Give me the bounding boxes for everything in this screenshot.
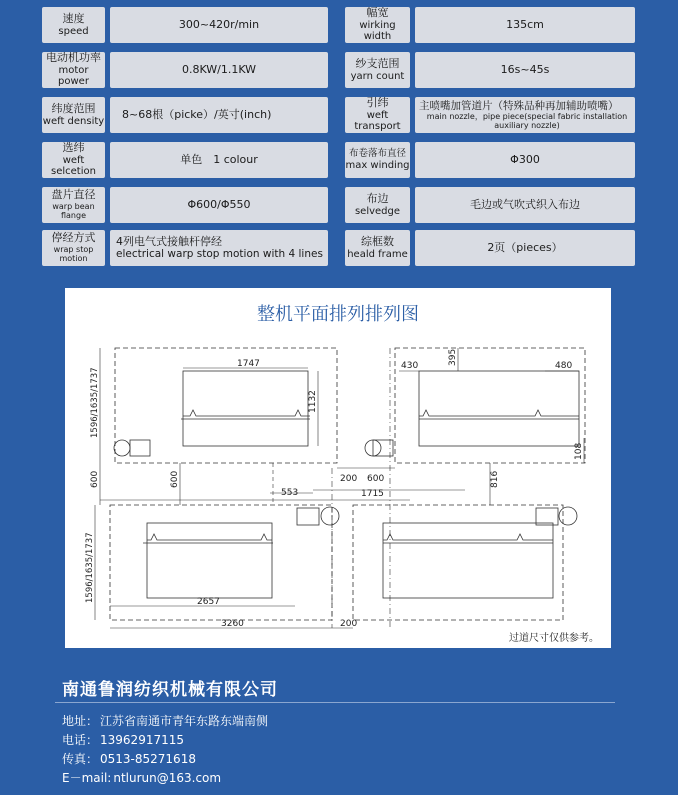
spec-label (345, 230, 410, 266)
phone-label: 电话： (62, 733, 99, 747)
dim-label: 600 (90, 470, 100, 488)
spec-value-text: 2页（pieces） (487, 240, 563, 254)
spec-label (345, 7, 410, 43)
dim-label: 200 (340, 619, 358, 629)
spec-label-en: warp bean flange (52, 202, 95, 221)
spec-label-en: weft selcetion (51, 154, 96, 178)
spec-value-text: 单色 1 colour (180, 152, 258, 166)
machine-frame (147, 523, 272, 598)
reed-profile (383, 534, 553, 540)
spec-label-en: selvedge (354, 205, 401, 217)
spec-label-cn: 盘片直径 (51, 188, 96, 202)
dim-label: 600 (170, 470, 180, 488)
reed-profile (183, 410, 310, 416)
spec-value-text: Φ300 (510, 152, 540, 166)
spec-label (345, 187, 410, 223)
footer-divider (55, 702, 615, 703)
spec-label-cn: 布边 (366, 191, 389, 205)
layout-diagram (65, 288, 611, 648)
spec-label (345, 52, 410, 88)
contact-email (62, 769, 223, 786)
machine-frame (383, 523, 553, 598)
machine-frame (419, 371, 579, 446)
spec-label-cn: 幅宽 (366, 7, 389, 20)
dim-label: 553 (281, 488, 299, 498)
dim-label: 395 (448, 348, 458, 366)
spec-label-cn: 选纬 (62, 142, 85, 155)
spec-label (42, 230, 105, 266)
spec-value-text: 8~68根（picke）/英寸(inch) (122, 107, 272, 121)
dim-label: 430 (401, 361, 419, 371)
spec-value (415, 187, 635, 223)
motor-circle (321, 507, 339, 525)
spec-label (42, 52, 105, 88)
spec-label-en: wrap stop motion (53, 245, 94, 264)
spec-label-en: weft density (42, 115, 105, 127)
spec-value (415, 97, 635, 133)
contact-address (62, 712, 270, 729)
spec-label-cn: 纱支范围 (355, 56, 400, 70)
dim-label: 600 (367, 474, 385, 484)
spec-value (415, 230, 635, 266)
address-label: 地址： (62, 714, 99, 728)
dim-label: 1596/1635/1737 (90, 367, 100, 438)
dim-label: 2657 (197, 597, 220, 607)
spec-value (110, 7, 328, 43)
spec-value-text: 4列电气式接触杆停经 (116, 234, 222, 248)
spec-value (415, 52, 635, 88)
machine-outline (353, 505, 563, 620)
spec-value-text: 16s~45s (500, 62, 550, 76)
contact-phone (62, 731, 186, 748)
motor-circle (114, 440, 130, 456)
spec-value-note: main nozzle，pipe piece(special fabric installation auxiliary nozzle) (426, 111, 628, 131)
spec-label (42, 187, 105, 223)
spec-value-text: 135cm (506, 17, 544, 31)
dim-label: 3260 (221, 619, 244, 629)
diagram-note: 过道尺寸仅供参考。 (509, 633, 599, 644)
spec-value (110, 142, 328, 178)
machine-frame (183, 371, 308, 446)
spec-value-note: electrical warp stop motion with 4 lines (116, 248, 323, 261)
fax-value: 0513-85271618 (100, 752, 196, 766)
spec-label-en: max winding (345, 159, 410, 171)
phone-value: 13962917115 (100, 733, 184, 747)
spec-label (345, 142, 410, 178)
spec-value-text: 主喷嘴加管道片（特殊品种再加辅助喷嘴） (419, 99, 619, 112)
spec-label-en: motor power (58, 64, 89, 88)
spec-value-text: Φ600/Φ550 (187, 197, 251, 211)
company-name: 南通鲁润纺织机械有限公司 (62, 680, 278, 700)
motor-box (536, 508, 558, 525)
dim-label: 1747 (237, 359, 260, 369)
spec-label-cn: 纬度范围 (51, 101, 96, 115)
dim-label: 480 (555, 361, 573, 371)
spec-label-en: weft transport (354, 109, 401, 133)
spec-label-cn: 速度 (62, 11, 85, 25)
spec-value-text: 300~420r/min (178, 17, 260, 31)
spec-value (415, 142, 635, 178)
address-value: 江苏省南通市青年东路东端南侧 (100, 714, 269, 728)
machine-outline (110, 505, 332, 620)
contact-fax (62, 750, 198, 767)
spec-value (415, 7, 635, 43)
spec-value-text: 0.8KW/1.1KW (181, 62, 257, 76)
spec-value (110, 52, 328, 88)
email-label: E－mail: (62, 771, 112, 785)
reed-profile (147, 534, 272, 540)
spec-label-en: wirking width (359, 19, 396, 43)
spec-label-cn: 布卷落布直径 (348, 147, 406, 159)
fax-label: 传真： (62, 752, 99, 766)
dim-label: 816 (490, 470, 500, 488)
motor-box (297, 508, 319, 525)
spec-value (110, 230, 328, 266)
spec-label (42, 97, 105, 133)
reed-profile (419, 410, 579, 416)
spec-table (0, 0, 678, 270)
dim-label: 108 (574, 442, 584, 460)
spec-label-cn: 停经方式 (51, 231, 96, 245)
spec-label-en: heald frame (347, 248, 408, 260)
spec-label-cn: 引纬 (366, 97, 389, 110)
spec-label (42, 7, 105, 43)
spec-label (345, 97, 410, 133)
email-value: ntlurun@163.com (113, 771, 222, 785)
dim-label: 1715 (361, 489, 384, 499)
spec-label (42, 142, 105, 178)
dim-label: 200 (340, 474, 358, 484)
dim-label: 1596/1635/1737 (85, 532, 95, 603)
spec-value (110, 97, 328, 133)
spec-value (110, 187, 328, 223)
motor-circle (559, 507, 577, 525)
dim-label: 1132 (308, 390, 318, 413)
spec-label-en: yarn count (350, 70, 405, 82)
diagram-title: 整机平面排列排列图 (257, 304, 419, 325)
spec-label-cn: 电动机功率 (46, 52, 101, 65)
spec-label-cn: 综框数 (361, 234, 394, 248)
spec-value-text: 毛边或气吹式织入布边 (470, 197, 580, 211)
motor-box (130, 440, 150, 456)
floor-plan-drawing (65, 288, 611, 648)
spec-label-en: speed (58, 25, 89, 37)
